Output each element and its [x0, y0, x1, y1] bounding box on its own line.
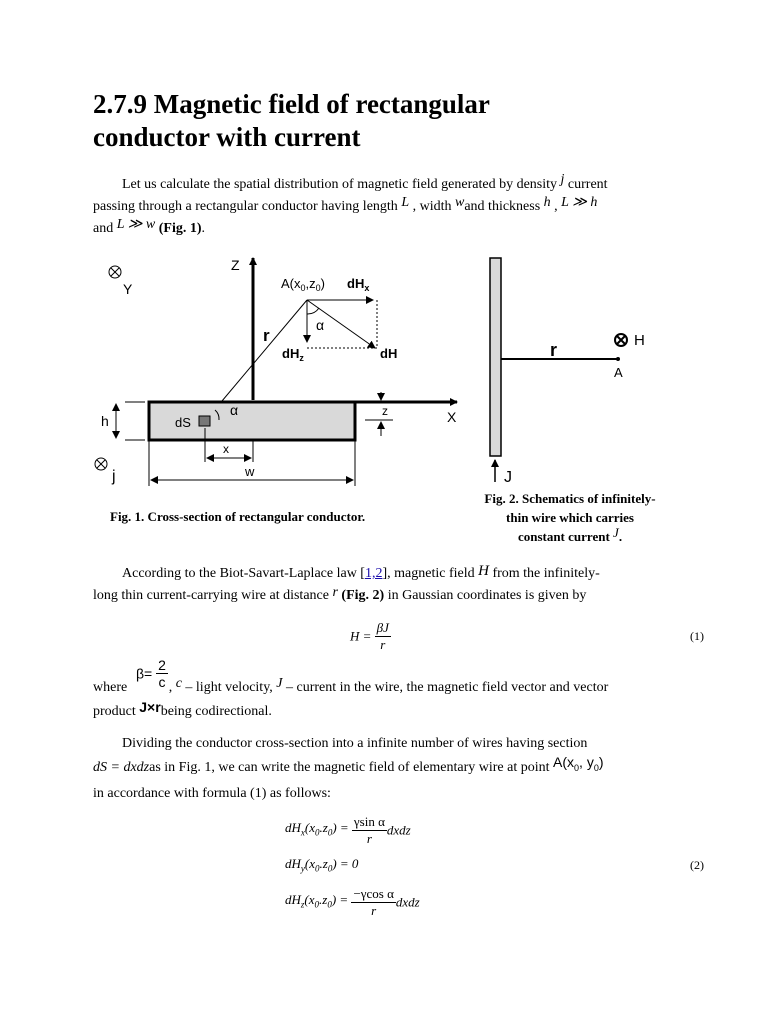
label-x-axis: X	[447, 409, 457, 425]
label-alpha-bottom: α	[230, 402, 239, 418]
label-point-a: $A(x_0,z_0)$	[281, 276, 325, 293]
into-page-icon-j	[95, 458, 107, 470]
title-line-1: 2.7.9 Magnetic field of rectangular	[93, 89, 490, 119]
equation-2-line-1: $dH_x(x_0.z_0)$ = $\frac{\text{γsin α}}{r}$ dxdz	[285, 814, 411, 846]
figure-1-diagram	[85, 250, 485, 490]
beta-definition: β= $\frac{2}{c}$	[136, 657, 166, 690]
section-title	[93, 88, 693, 154]
into-page-icon-h	[615, 334, 627, 346]
title-line-2: conductor with current	[93, 122, 361, 152]
label-ds: dS	[175, 415, 191, 430]
dividing-paragraph: Dividing the conductor cross-section into a infinite number of wires having section dS = dxdzas in Fig. 1, we can write the magnetic field of elementary wire at point $A(x_0$, $y_0$) in accordance with formula (1) as follows:	[93, 736, 604, 801]
label-j-fig2: J	[504, 469, 512, 484]
label-r-fig1: r	[263, 326, 270, 345]
label-z-axis: Z	[231, 257, 240, 273]
equation-2-number: (2)	[690, 858, 704, 872]
label-dh: dH	[380, 346, 398, 361]
label-h-fig2: H	[634, 332, 645, 349]
label-dhx: $dH_x$	[347, 276, 370, 293]
where-paragraph: where , c – light velocity, J – current in the wire, the magnetic field vector and vector product J×rbeing codirectional.	[93, 676, 609, 719]
intro-paragraph: Let us calculate the spatial distribution of magnetic field generated by density j current passing through a rectangular conductor having length L , width wand thickness h , L ≫ h and L ≫ w (Fig. 1).	[93, 172, 608, 236]
label-x-small: x	[223, 442, 229, 456]
equation-1: H = $\frac{\beta J}{r}$	[350, 620, 389, 652]
label-a-fig2: A	[614, 365, 623, 380]
reference-link[interactable]: 1,2	[364, 566, 383, 581]
into-page-icon-y	[109, 266, 121, 278]
equation-2	[285, 814, 420, 924]
figure-2-caption: Fig. 2. Schematics of infinitely- thin wire which carries constant current J.	[484, 491, 656, 544]
thin-wire	[490, 258, 501, 456]
label-dhz: $dH_z$	[282, 346, 304, 363]
figure-2-diagram	[480, 252, 680, 484]
label-y: Y	[123, 281, 133, 297]
equation-2-line-2: $dH_y(x_0.z_0) = 0$	[285, 856, 359, 874]
ds-element	[199, 416, 210, 426]
biot-savart-paragraph: According to the Biot-Savart-Laplace law [1,2], magnetic field H from the infinitely- long thin current-carrying wire at distance r (Fig. 2) in Gaussian coordinates is given by	[93, 563, 600, 603]
equation-1-number: (1)	[690, 629, 704, 643]
label-z-small: z	[382, 404, 388, 418]
label-h: h	[101, 413, 109, 429]
equation-2-line-3: $dH_z(x_0.z_0)$ = $\frac{\text{−γcos α}}{r}$ dxdz	[285, 886, 420, 918]
label-j: j	[112, 468, 116, 485]
label-alpha-top: α	[316, 317, 325, 333]
label-w: w	[245, 464, 255, 479]
label-r-fig2: r	[550, 340, 558, 360]
figure-1-caption: Fig. 1. Cross-section of rectangular conductor.	[110, 509, 366, 524]
